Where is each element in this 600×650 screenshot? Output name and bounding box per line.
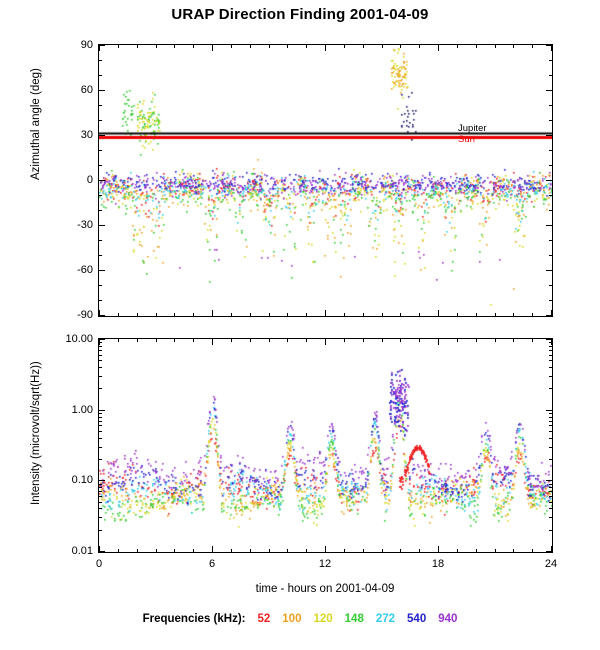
y-minor-tick: [99, 421, 102, 422]
x-tick: [438, 339, 439, 345]
y-minor-tick: [549, 355, 552, 356]
x-minor-tick: [400, 549, 401, 552]
x-minor-tick: [306, 549, 307, 552]
y-tick-label: 1.00: [71, 404, 93, 416]
x-minor-tick: [269, 339, 270, 342]
y-tick: [99, 90, 105, 91]
x-tick: [551, 310, 552, 316]
intensity-panel: [65, 333, 558, 570]
x-minor-tick: [231, 339, 232, 342]
y-minor-tick: [549, 491, 552, 492]
y-minor-tick: [549, 350, 552, 351]
x-minor-tick: [400, 45, 401, 48]
y-minor-tick: [549, 530, 552, 531]
y-minor-tick: [99, 530, 102, 531]
y-tick: [546, 180, 552, 181]
sun-line-label: Sun: [458, 133, 475, 145]
x-minor-tick: [156, 313, 157, 316]
y-minor-tick: [549, 413, 552, 414]
x-minor-tick: [382, 313, 383, 316]
x-minor-tick: [287, 313, 288, 316]
x-minor-tick: [231, 45, 232, 48]
y-tick: [546, 135, 552, 136]
x-minor-tick: [476, 549, 477, 552]
x-tick: [99, 45, 100, 51]
x-minor-tick: [457, 45, 458, 48]
y-minor-tick: [549, 431, 552, 432]
y-minor-tick: [99, 60, 102, 61]
x-minor-tick: [269, 313, 270, 316]
x-tick: [551, 546, 552, 552]
x-minor-tick: [513, 339, 514, 342]
y-minor-tick: [99, 346, 102, 347]
x-minor-tick: [174, 339, 175, 342]
x-minor-tick: [156, 339, 157, 342]
x-minor-tick: [118, 549, 119, 552]
y-minor-tick: [99, 240, 102, 241]
y-tick: [99, 410, 105, 411]
x-minor-tick: [137, 313, 138, 316]
y-minor-tick: [549, 240, 552, 241]
x-minor-tick: [457, 339, 458, 342]
y-minor-tick: [99, 360, 102, 361]
y-minor-tick: [99, 165, 102, 166]
y-tick-label: 0.10: [71, 474, 93, 486]
y-tick-label: -60: [77, 264, 93, 276]
y-minor-tick: [99, 431, 102, 432]
y-minor-tick: [99, 300, 102, 301]
x-minor-tick: [137, 339, 138, 342]
x-minor-tick: [193, 549, 194, 552]
y-tick-label: 0.01: [71, 545, 93, 557]
x-tick: [99, 546, 100, 552]
y-minor-tick: [549, 285, 552, 286]
x-minor-tick: [400, 339, 401, 342]
x-minor-tick: [306, 313, 307, 316]
x-tick: [99, 339, 100, 345]
x-minor-tick: [457, 549, 458, 552]
x-minor-tick: [174, 313, 175, 316]
x-tick: [212, 546, 213, 552]
x-minor-tick: [476, 313, 477, 316]
y-minor-tick: [99, 120, 102, 121]
legend-entry-940: 940: [438, 613, 458, 625]
y-tick: [99, 270, 105, 271]
x-minor-tick: [495, 313, 496, 316]
x-minor-tick: [287, 339, 288, 342]
x-minor-tick: [363, 339, 364, 342]
x-minor-tick: [156, 549, 157, 552]
y-minor-tick: [99, 413, 102, 414]
intensity-y-axis-title: Intensity (microvolt/sqrt(Hz)): [30, 361, 42, 505]
x-minor-tick: [250, 45, 251, 48]
y-minor-tick: [99, 484, 102, 485]
azimuth-y-axis-title: Azimuthal angle (deg): [30, 68, 42, 180]
y-tick: [546, 480, 552, 481]
x-minor-tick: [231, 313, 232, 316]
x-minor-tick: [382, 339, 383, 342]
x-minor-tick: [419, 549, 420, 552]
y-minor-tick: [99, 376, 102, 377]
y-minor-tick: [99, 502, 102, 503]
x-minor-tick: [231, 549, 232, 552]
y-minor-tick: [99, 150, 102, 151]
x-minor-tick: [382, 549, 383, 552]
y-minor-tick: [549, 75, 552, 76]
x-minor-tick: [118, 45, 119, 48]
y-minor-tick: [99, 417, 102, 418]
page-title: URAP Direction Finding 2001-04-09: [171, 6, 429, 23]
legend-entry-100: 100: [282, 613, 302, 625]
x-minor-tick: [269, 549, 270, 552]
x-minor-tick: [513, 45, 514, 48]
x-minor-tick: [250, 313, 251, 316]
y-tick: [546, 270, 552, 271]
y-minor-tick: [549, 376, 552, 377]
y-minor-tick: [549, 487, 552, 488]
y-minor-tick: [99, 487, 102, 488]
x-tick: [325, 45, 326, 51]
y-tick: [546, 225, 552, 226]
x-tick: [438, 546, 439, 552]
y-tick-label: 0: [86, 174, 93, 186]
y-minor-tick: [99, 75, 102, 76]
intensity-axes: [65, 333, 558, 570]
x-minor-tick: [532, 339, 533, 342]
y-minor-tick: [99, 496, 102, 497]
x-minor-tick: [137, 45, 138, 48]
x-minor-tick: [419, 313, 420, 316]
y-tick: [99, 180, 105, 181]
y-minor-tick: [549, 447, 552, 448]
x-minor-tick: [174, 549, 175, 552]
x-minor-tick: [419, 339, 420, 342]
y-tick: [546, 410, 552, 411]
azimuth-axes: [77, 39, 552, 321]
x-minor-tick: [400, 313, 401, 316]
y-minor-tick: [549, 105, 552, 106]
x-minor-tick: [344, 339, 345, 342]
y-minor-tick: [99, 388, 102, 389]
y-minor-tick: [99, 195, 102, 196]
y-minor-tick: [549, 60, 552, 61]
y-tick: [546, 90, 552, 91]
y-minor-tick: [549, 195, 552, 196]
x-minor-tick: [495, 339, 496, 342]
y-minor-tick: [549, 517, 552, 518]
y-minor-tick: [549, 484, 552, 485]
x-minor-tick: [137, 549, 138, 552]
y-minor-tick: [549, 388, 552, 389]
y-tick-label: -30: [77, 219, 93, 231]
x-minor-tick: [344, 45, 345, 48]
y-minor-tick: [549, 210, 552, 211]
x-minor-tick: [532, 45, 533, 48]
x-minor-tick: [363, 45, 364, 48]
x-tick: [325, 546, 326, 552]
y-minor-tick: [549, 417, 552, 418]
x-minor-tick: [250, 339, 251, 342]
y-minor-tick: [549, 150, 552, 151]
x-tick: [438, 310, 439, 316]
legend-entry-148: 148: [344, 613, 364, 625]
x-tick-label: 0: [95, 558, 103, 570]
x-minor-tick: [476, 339, 477, 342]
x-minor-tick: [287, 549, 288, 552]
x-tick: [99, 310, 100, 316]
y-minor-tick: [549, 459, 552, 460]
y-tick-label: -90: [77, 309, 93, 321]
x-minor-tick: [306, 45, 307, 48]
jupiter-line-label: Jupiter: [458, 122, 487, 134]
x-tick: [325, 339, 326, 345]
x-minor-tick: [457, 313, 458, 316]
y-tick-label: 30: [80, 129, 93, 141]
x-tick: [438, 45, 439, 51]
x-minor-tick: [174, 45, 175, 48]
x-tick-label: 24: [544, 558, 558, 570]
y-minor-tick: [549, 438, 552, 439]
x-tick-label: 6: [208, 558, 216, 570]
y-minor-tick: [99, 425, 102, 426]
y-tick-label: 90: [80, 39, 93, 51]
azimuthal-angle-panel: [77, 39, 553, 321]
y-minor-tick: [549, 346, 552, 347]
y-minor-tick: [549, 508, 552, 509]
y-minor-tick: [549, 425, 552, 426]
x-minor-tick: [193, 313, 194, 316]
y-tick: [99, 135, 105, 136]
legend-title: Frequencies (kHz):: [142, 613, 246, 625]
x-minor-tick: [363, 549, 364, 552]
y-minor-tick: [99, 508, 102, 509]
x-minor-tick: [513, 313, 514, 316]
x-minor-tick: [419, 45, 420, 48]
y-minor-tick: [99, 350, 102, 351]
y-minor-tick: [99, 367, 102, 368]
y-minor-tick: [99, 255, 102, 256]
x-minor-tick: [344, 313, 345, 316]
x-minor-tick: [156, 45, 157, 48]
y-minor-tick: [99, 459, 102, 460]
x-minor-tick: [363, 313, 364, 316]
y-minor-tick: [99, 438, 102, 439]
x-tick: [212, 45, 213, 51]
x-minor-tick: [306, 339, 307, 342]
y-minor-tick: [549, 367, 552, 368]
x-minor-tick: [532, 549, 533, 552]
x-tick: [551, 339, 552, 345]
x-minor-tick: [382, 45, 383, 48]
legend: [0, 613, 600, 625]
y-minor-tick: [549, 421, 552, 422]
y-minor-tick: [549, 360, 552, 361]
y-minor-tick: [99, 355, 102, 356]
x-minor-tick: [513, 549, 514, 552]
y-minor-tick: [549, 300, 552, 301]
y-minor-tick: [99, 447, 102, 448]
x-tick-label: 18: [431, 558, 445, 570]
x-minor-tick: [344, 549, 345, 552]
legend-entry-540: 540: [407, 613, 427, 625]
legend-entry-120: 120: [313, 613, 333, 625]
x-minor-tick: [193, 339, 194, 342]
y-tick: [99, 225, 105, 226]
legend-entry-52: 52: [257, 613, 271, 625]
x-tick: [551, 45, 552, 51]
y-tick-label: 10.00: [65, 333, 93, 345]
x-axis-title: time - hours on 2001-04-09: [255, 583, 395, 595]
y-minor-tick: [549, 165, 552, 166]
x-minor-tick: [250, 549, 251, 552]
x-minor-tick: [269, 45, 270, 48]
x-minor-tick: [532, 313, 533, 316]
x-minor-tick: [287, 45, 288, 48]
x-tick: [325, 310, 326, 316]
y-minor-tick: [99, 285, 102, 286]
x-minor-tick: [495, 45, 496, 48]
x-tick-label: 12: [318, 558, 332, 570]
y-tick: [99, 480, 105, 481]
x-minor-tick: [118, 339, 119, 342]
x-minor-tick: [118, 313, 119, 316]
y-minor-tick: [99, 517, 102, 518]
x-minor-tick: [193, 45, 194, 48]
y-minor-tick: [99, 105, 102, 106]
y-tick-label: 60: [80, 84, 93, 96]
y-minor-tick: [99, 210, 102, 211]
y-minor-tick: [549, 120, 552, 121]
y-minor-tick: [99, 491, 102, 492]
x-minor-tick: [476, 45, 477, 48]
y-minor-tick: [549, 502, 552, 503]
y-minor-tick: [549, 496, 552, 497]
x-minor-tick: [495, 549, 496, 552]
x-tick: [212, 310, 213, 316]
legend-entry-272: 272: [375, 613, 396, 625]
x-tick: [212, 339, 213, 345]
y-minor-tick: [549, 255, 552, 256]
